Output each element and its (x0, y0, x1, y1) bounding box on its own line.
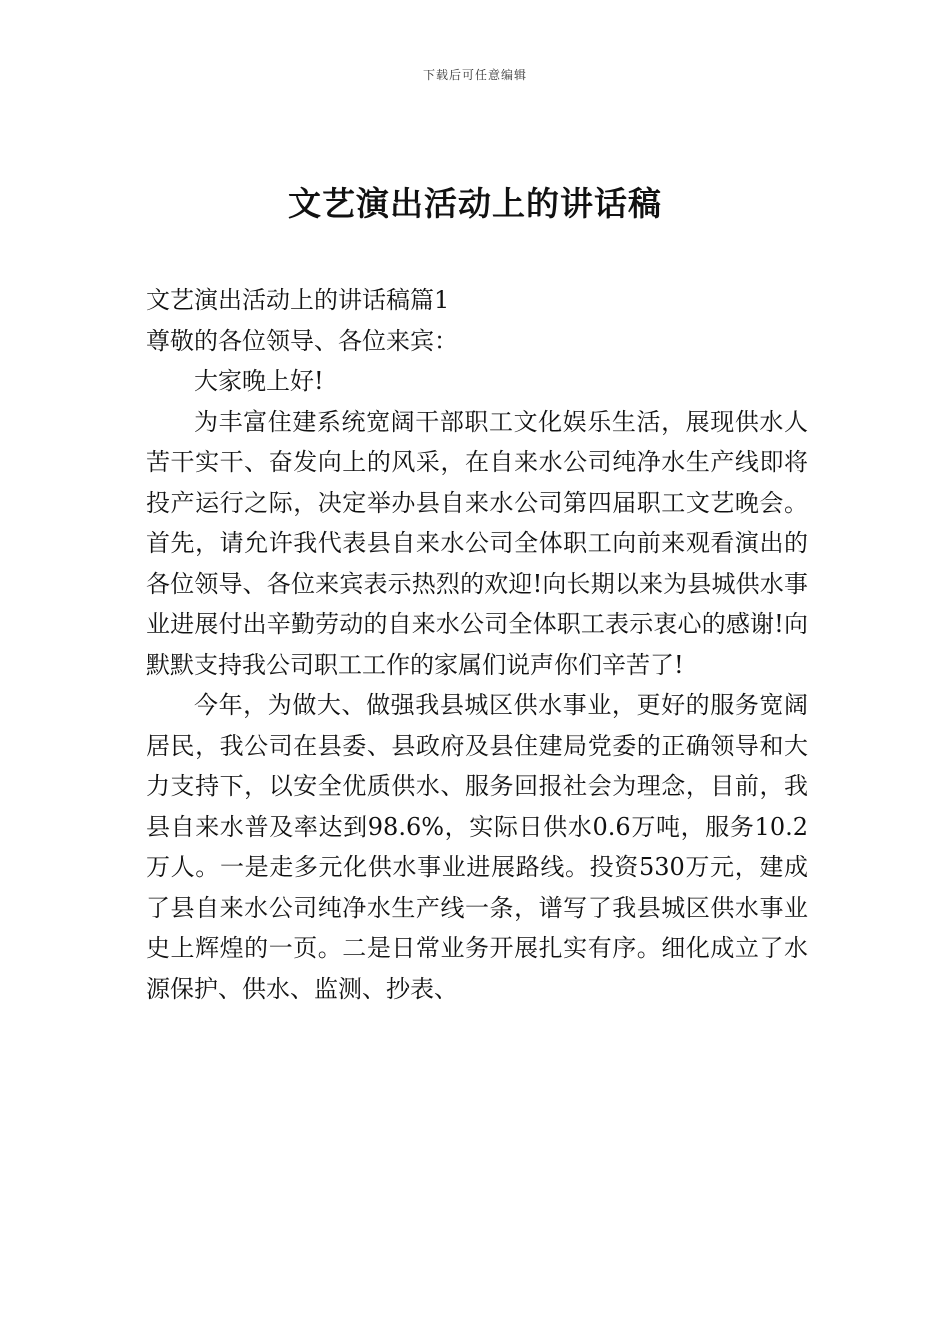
salutation: 尊敬的各位领导、各位来宾： (146, 326, 458, 355)
document-body (146, 280, 808, 1009)
paragraph-2: 今年，为做大、做强我县城区供水事业，更好的服务宽阔居民，我公司在县委、县政府及县住建局党委的正确领导和大力支持下，以安全优质供水、服务回报社会为理念，目前，我县自来水普及率达到98.6%，实际日供水0.6万吨，服务10.2万人。一是走多元化供水事业进展路线。投资530万元，建成了县自来水公司纯净水生产线一条，谱写了我县城区供水事业史上辉煌的一页。二是日常业务开展扎实有序。细化成立了水源保护、供水、监测、抄表、 (146, 691, 808, 1003)
header-note: 下载后可任意编辑 (422, 68, 527, 82)
greeting: 大家晚上好! (194, 367, 324, 395)
paragraph-1: 为丰富住建系统宽阔干部职工文化娱乐生活，展现供水人苦干实干、奋发向上的风采，在自来水公司纯净水生产线即将投产运行之际，决定举办县自来水公司第四届职工文艺晚会。首先，请允许我代表县自来水公司全体职工向前来观看演出的各位领导、各位来宾表示热烈的欢迎!向长期以来为县城供水事业进展付出辛勤劳动的自来水公司全体职工表示衷心的感谢!向默默支持我公司职工工作的家属们说声你们辛苦了! (146, 407, 808, 679)
document-subtitle: 文艺演出活动上的讲话稿篇1 (146, 286, 450, 314)
document-title: 文艺演出活动上的讲话稿 (288, 184, 662, 223)
